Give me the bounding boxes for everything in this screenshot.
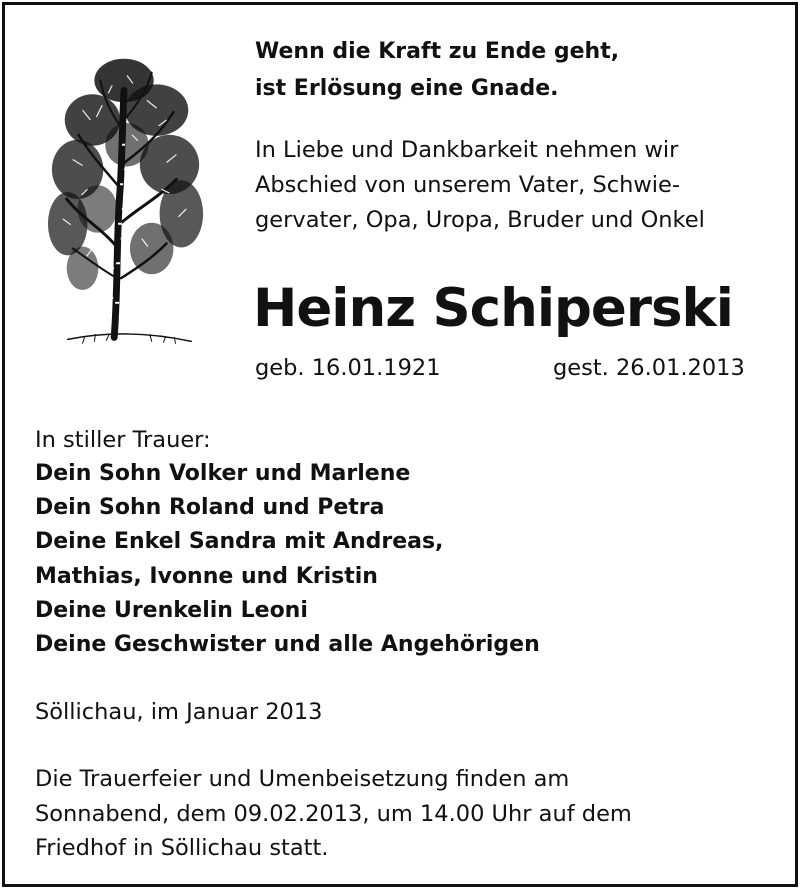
mourner-item: Deine Enkel Sandra mit Andreas, [35,529,444,555]
place-and-date: Söllichau, im Januar 2013 [35,699,323,725]
farewell-text [255,133,705,238]
motto-line: Wenn die Kraft zu Ende geht, [255,39,620,64]
motto-verse [255,33,619,107]
farewell-line: Abschied von unserem Vater, Schwie- [255,172,680,198]
mourners-label: In stiller Trauer: [35,427,211,453]
mourner-item: Dein Sohn Roland und Petra [35,495,385,521]
farewell-line: In Liebe und Dankbarkeit nehmen wir [255,137,679,163]
mourner-item: Deine Geschwister und alle Angehörigen [35,632,540,658]
mourner-item: Dein Sohn Volker und Marlene [35,461,411,486]
birch-tree-icon [43,49,211,359]
motto-line: ist Erlösung eine Gnade. [255,76,559,101]
funeral-info [35,762,632,866]
birth-date: geb. 16.01.1921 [255,355,441,381]
mourners-list [35,457,540,662]
funeral-line: Die Trauerfeier und Umenbeisetzung finden am [35,766,570,792]
mourner-item: Mathias, Ivonne und Kristin [35,563,378,589]
funeral-line: Sonnabend, dem 09.02.2013, um 14.00 Uhr auf dem [35,800,632,827]
farewell-line: gervater, Opa, Uropa, Bruder und Onkel [255,207,705,233]
obituary-notice [2,2,798,887]
deceased-name: Heinz Schiperski [253,278,733,339]
mourner-item: Deine Urenkelin Leoni [35,597,308,623]
funeral-line: Friedhof in Söllichau statt. [35,835,329,861]
death-date: gest. 26.01.2013 [553,355,745,381]
